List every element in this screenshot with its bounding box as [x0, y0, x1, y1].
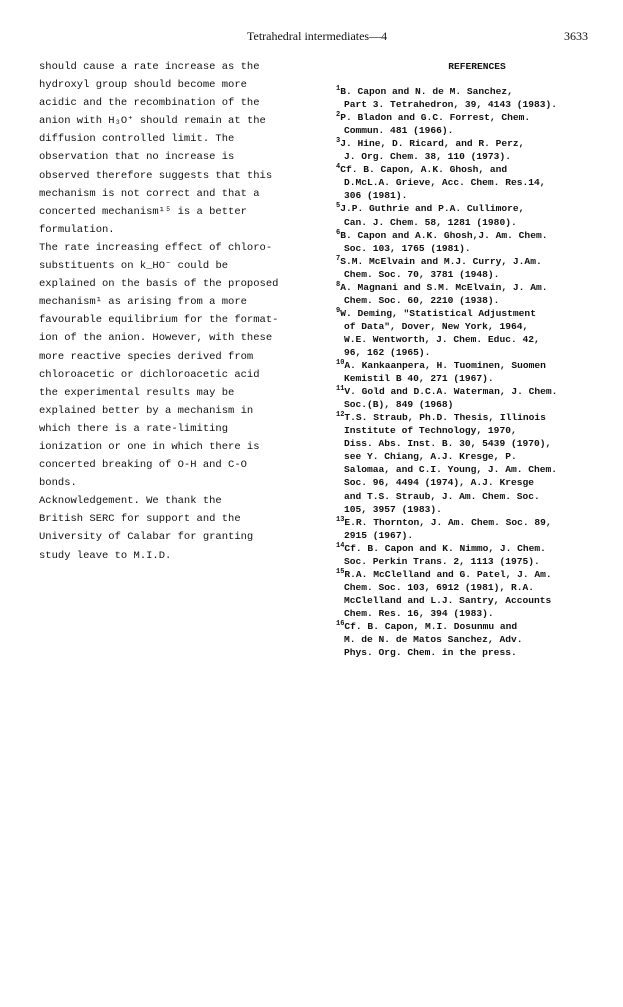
reference-entry	[336, 202, 618, 215]
reference-continuation	[336, 503, 618, 516]
reference-text: Soc. 96, 4494 (1974), A.J. Kresge	[344, 477, 534, 489]
body-line: observation that no increase is	[39, 151, 235, 164]
reference-number: 11	[336, 384, 345, 393]
reference-entry	[336, 359, 618, 372]
reference-continuation	[336, 555, 618, 568]
reference-number: 7	[336, 254, 341, 263]
reference-continuation	[336, 294, 618, 307]
body-line: The rate increasing effect of chloro-	[39, 241, 273, 254]
reference-text: R.A. McClelland and G. Patel, J. Am.	[344, 568, 552, 580]
reference-text: see Y. Chiang, A.J. Kresge, P.	[344, 451, 517, 463]
body-line: should cause a rate increase as the	[39, 61, 260, 73]
body-line: concerted breaking of O-H and C-O	[39, 459, 247, 472]
reference-continuation	[336, 189, 618, 202]
body-line: British SERC for support and the	[39, 513, 241, 526]
reference-entry	[336, 516, 618, 529]
body-text-column	[39, 58, 309, 565]
reference-continuation	[336, 437, 618, 450]
reference-number: 15	[336, 567, 345, 576]
reference-entry	[336, 137, 618, 150]
reference-continuation	[336, 581, 618, 594]
reference-continuation	[336, 372, 618, 385]
reference-number: 10	[336, 358, 345, 367]
reference-text: Chem. Soc. 70, 3781 (1948).	[344, 268, 500, 280]
reference-continuation	[336, 176, 618, 189]
reference-text: 2915 (1967).	[344, 529, 414, 541]
reference-continuation	[336, 424, 618, 437]
reference-number: 4	[336, 163, 341, 172]
reference-text: 105, 3957 (1983).	[344, 503, 442, 515]
reference-continuation	[336, 242, 618, 255]
reference-text: 306 (1981).	[344, 190, 408, 202]
reference-entry	[336, 385, 618, 398]
reference-text: Diss. Abs. Inst. B. 30, 5439 (1970),	[344, 438, 552, 450]
reference-text: A. Magnani and S.M. McElvain, J. Am.	[340, 281, 548, 293]
reference-text: Cf. B. Capon, A.K. Ghosh, and	[340, 164, 508, 176]
body-line: the experimental results may be	[39, 386, 235, 399]
reference-continuation	[336, 463, 618, 476]
reference-text: B. Capon and A.K. Ghosh,J. Am. Chem.	[340, 229, 548, 241]
body-line: mechanism is not correct and that a	[39, 187, 260, 200]
body-line: acidic and the recombination of the	[39, 97, 260, 110]
reference-text: Commun. 481 (1966).	[344, 125, 454, 137]
reference-entry	[336, 229, 618, 242]
reference-text: and T.S. Straub, J. Am. Chem. Soc.	[344, 490, 540, 502]
reference-text: Soc.(B), 849 (1968)	[344, 399, 454, 411]
body-line: mechanism¹ as arising from a more	[39, 296, 247, 309]
reference-number: 8	[336, 280, 341, 289]
reference-text: J. Hine, D. Ricard, and R. Perz,	[340, 138, 525, 150]
reference-text: M. de N. de Matos Sanchez, Adv.	[344, 634, 523, 646]
reference-text: Phys. Org. Chem. in the press.	[344, 647, 517, 659]
body-line: anion with H₃O⁺ should remain at the	[39, 115, 266, 128]
reference-continuation	[336, 398, 618, 411]
reference-text: Chem. Soc. 60, 2210 (1938).	[344, 294, 500, 306]
reference-entry	[336, 255, 618, 268]
reference-number: 12	[336, 411, 345, 420]
reference-text: S.M. McElvain and M.J. Curry, J.Am.	[340, 255, 542, 267]
reference-number: 6	[336, 228, 341, 237]
reference-text: D.McL.A. Grieve, Acc. Chem. Res.14,	[344, 177, 546, 189]
reference-continuation	[336, 124, 618, 137]
reference-text: Cf. B. Capon, M.I. Dosunmu and	[344, 620, 518, 632]
reference-entry	[336, 281, 618, 294]
body-line: bonds.	[39, 477, 77, 490]
body-line: formulation.	[39, 223, 115, 236]
reference-text: P. Bladon and G.C. Forrest, Chem.	[340, 112, 531, 124]
reference-text: B. Capon and N. de M. Sanchez,	[340, 86, 513, 98]
reference-continuation	[336, 268, 618, 281]
body-line: ionization or one in which there is	[39, 440, 260, 453]
body-line: hydroxyl group should become more	[39, 79, 247, 92]
page-number: 3633	[564, 29, 588, 43]
reference-number: 3	[336, 137, 341, 146]
reference-text: Kemistil B 40, 271 (1967).	[344, 373, 494, 385]
reference-continuation	[336, 320, 618, 333]
reference-continuation	[336, 476, 618, 489]
reference-entry	[336, 85, 618, 98]
reference-text: 96, 162 (1965).	[344, 346, 431, 358]
body-line: observed therefore suggests that this	[39, 169, 273, 182]
reference-number: 13	[336, 515, 345, 524]
reference-entry	[336, 542, 618, 555]
body-line: University of Calabar for granting	[39, 531, 254, 544]
reference-continuation	[336, 646, 618, 659]
reference-continuation	[336, 333, 618, 346]
reference-entry	[336, 307, 618, 320]
reference-continuation	[336, 529, 618, 542]
reference-text: E.R. Thornton, J. Am. Chem. Soc. 89,	[344, 516, 552, 528]
references-heading: REFERENCES	[448, 61, 506, 72]
body-line: explained on the basis of the proposed	[39, 278, 279, 291]
running-title: Tetrahedral intermediates—4	[247, 29, 388, 43]
reference-text: T.S. Straub, Ph.D. Thesis, Illinois	[344, 412, 546, 424]
reference-entry	[336, 163, 618, 176]
reference-entry	[336, 568, 618, 581]
reference-entry	[336, 111, 618, 124]
reference-text: J.P. Guthrie and P.A. Cullimore,	[340, 203, 525, 215]
reference-text: Soc. Perkin Trans. 2, 1113 (1975).	[344, 555, 540, 567]
reference-number: 2	[336, 110, 341, 119]
reference-continuation	[336, 98, 618, 111]
body-line: Acknowledgement. We thank the	[39, 495, 222, 508]
body-line: ion of the anion. However, with these	[39, 332, 273, 345]
reference-text: Salomaa, and C.I. Young, J. Am. Chem.	[344, 464, 558, 476]
reference-text: Part 3. Tetrahedron, 39, 4143 (1983).	[344, 99, 558, 111]
reference-continuation	[336, 346, 618, 359]
reference-text: J. Org. Chem. 38, 110 (1973).	[344, 151, 511, 163]
body-line: study leave to M.I.D.	[39, 549, 172, 562]
body-line: explained better by a mechanism in	[39, 404, 254, 417]
body-line: which there is a rate-limiting	[39, 422, 229, 435]
reference-text: Chem. Soc. 103, 6912 (1981), R.A.	[344, 581, 534, 593]
body-line: concerted mechanism¹⁵ is a better	[39, 205, 247, 218]
reference-text: of Data", Dover, New York, 1964,	[344, 320, 529, 332]
reference-text: Soc. 103, 1765 (1981).	[344, 242, 471, 254]
reference-text: Cf. B. Capon and K. Nimmo, J. Chem.	[344, 542, 546, 554]
reference-continuation	[336, 633, 618, 646]
reference-text: Institute of Technology, 1970,	[344, 425, 517, 437]
references-list	[336, 85, 618, 659]
body-line: substituents on k_HO⁻ could be	[39, 260, 229, 273]
reference-continuation	[336, 594, 618, 607]
reference-text: W.E. Wentworth, J. Chem. Educ. 42,	[344, 333, 540, 345]
reference-text: V. Gold and D.C.A. Waterman, J. Chem.	[344, 386, 558, 398]
reference-entry	[336, 620, 618, 633]
reference-continuation	[336, 607, 618, 620]
reference-number: 1	[336, 84, 341, 93]
body-line: chloroacetic or dichloroacetic acid	[39, 368, 260, 381]
reference-text: McClelland and L.J. Santry, Accounts	[344, 594, 552, 606]
reference-entry	[336, 411, 618, 424]
page-header	[0, 29, 623, 45]
reference-continuation	[336, 150, 618, 163]
reference-number: 14	[336, 541, 345, 550]
reference-number: 9	[336, 306, 341, 315]
body-line: more reactive species derived from	[39, 350, 254, 363]
reference-text: Chem. Res. 16, 394 (1983).	[344, 607, 494, 619]
reference-text: W. Deming, "Statistical Adjustment	[340, 307, 536, 319]
reference-number: 16	[336, 619, 345, 628]
body-line: diffusion controlled limit. The	[39, 133, 235, 146]
references-column	[336, 60, 618, 659]
body-line: favourable equilibrium for the format-	[39, 314, 279, 327]
reference-text: A. Kankaanpera, H. Tuominen, Suomen	[344, 360, 546, 372]
reference-text: Can. J. Chem. 58, 1281 (1980).	[344, 216, 517, 228]
reference-number: 5	[336, 202, 341, 211]
reference-continuation	[336, 490, 618, 503]
reference-continuation	[336, 216, 618, 229]
reference-continuation	[336, 450, 618, 463]
